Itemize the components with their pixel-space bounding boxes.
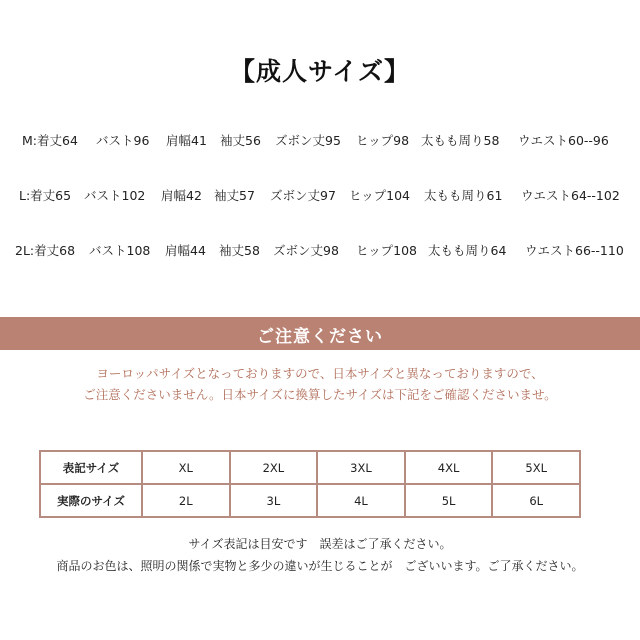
table-cell: 5L bbox=[405, 484, 493, 517]
size-cell: 肩幅42 bbox=[161, 188, 202, 203]
size-cell: 肩幅41 bbox=[166, 133, 207, 148]
table-row bbox=[40, 451, 580, 484]
size-cell: ヒップ108 bbox=[356, 243, 417, 258]
size-cell: ズボン丈98 bbox=[273, 243, 339, 258]
size-cell: 袖丈56 bbox=[220, 133, 261, 148]
size-cell: 太もも周り64 bbox=[428, 243, 507, 258]
size-cell: ズボン丈95 bbox=[275, 133, 341, 148]
size-cell: バスト108 bbox=[89, 243, 151, 258]
table-cell: 2L bbox=[142, 484, 230, 517]
notice-banner bbox=[0, 317, 640, 350]
size-row-m bbox=[0, 131, 640, 151]
size-cell: 太もも周り58 bbox=[421, 133, 500, 148]
size-cell: L:着丈65 bbox=[19, 188, 72, 203]
table-cell: 5XL bbox=[492, 451, 580, 484]
table-header-cell: 実際のサイズ bbox=[40, 484, 142, 517]
table-row bbox=[40, 484, 580, 517]
size-cell: 太もも周り61 bbox=[424, 188, 503, 203]
color-note: 商品のお色は、照明の関係で実物と多少の違いが生じることが ございいます。ご了承ください。 bbox=[56, 559, 584, 573]
size-cell: M:着丈64 bbox=[22, 133, 78, 148]
table-cell: XL bbox=[142, 451, 230, 484]
banner-title: ご注意ください bbox=[257, 327, 383, 347]
size-cell: 袖丈58 bbox=[219, 243, 260, 258]
size-cell: 肩幅44 bbox=[165, 243, 206, 258]
size-cell: バスト96 bbox=[96, 133, 150, 148]
size-cell: ヒップ104 bbox=[349, 188, 410, 203]
notice-line: ご注意くださいません。日本サイズに換算したサイズは下記をご確認くださいませ。 bbox=[83, 387, 557, 402]
size-cell: ウエスト64--102 bbox=[521, 188, 620, 203]
size-cell: ウエスト66--110 bbox=[525, 243, 624, 258]
size-cell: ズボン丈97 bbox=[270, 188, 336, 203]
size-cell: バスト102 bbox=[84, 188, 146, 203]
table-header-cell: 表記サイズ bbox=[40, 451, 142, 484]
table-cell: 3L bbox=[230, 484, 318, 517]
table-cell: 4L bbox=[317, 484, 405, 517]
size-cell: ヒップ98 bbox=[356, 133, 410, 148]
size-cell: ウエスト60--96 bbox=[518, 133, 609, 148]
size-conversion-table bbox=[39, 450, 581, 518]
size-cell: 袖丈57 bbox=[214, 188, 255, 203]
table-cell: 2XL bbox=[230, 451, 318, 484]
table-cell: 4XL bbox=[405, 451, 493, 484]
size-row-2l bbox=[0, 241, 640, 261]
size-note: サイズ表記は目安です 誤差はご了承ください。 bbox=[188, 537, 452, 551]
table-cell: 3XL bbox=[317, 451, 405, 484]
size-row-l bbox=[0, 186, 640, 206]
page-title: 【成人サイズ】 bbox=[229, 57, 410, 86]
table-cell: 6L bbox=[492, 484, 580, 517]
notice-line: ヨーロッパサイズとなっておりますので、日本サイズと異なっておりますので、 bbox=[96, 366, 544, 381]
size-cell: 2L:着丈68 bbox=[15, 243, 76, 258]
